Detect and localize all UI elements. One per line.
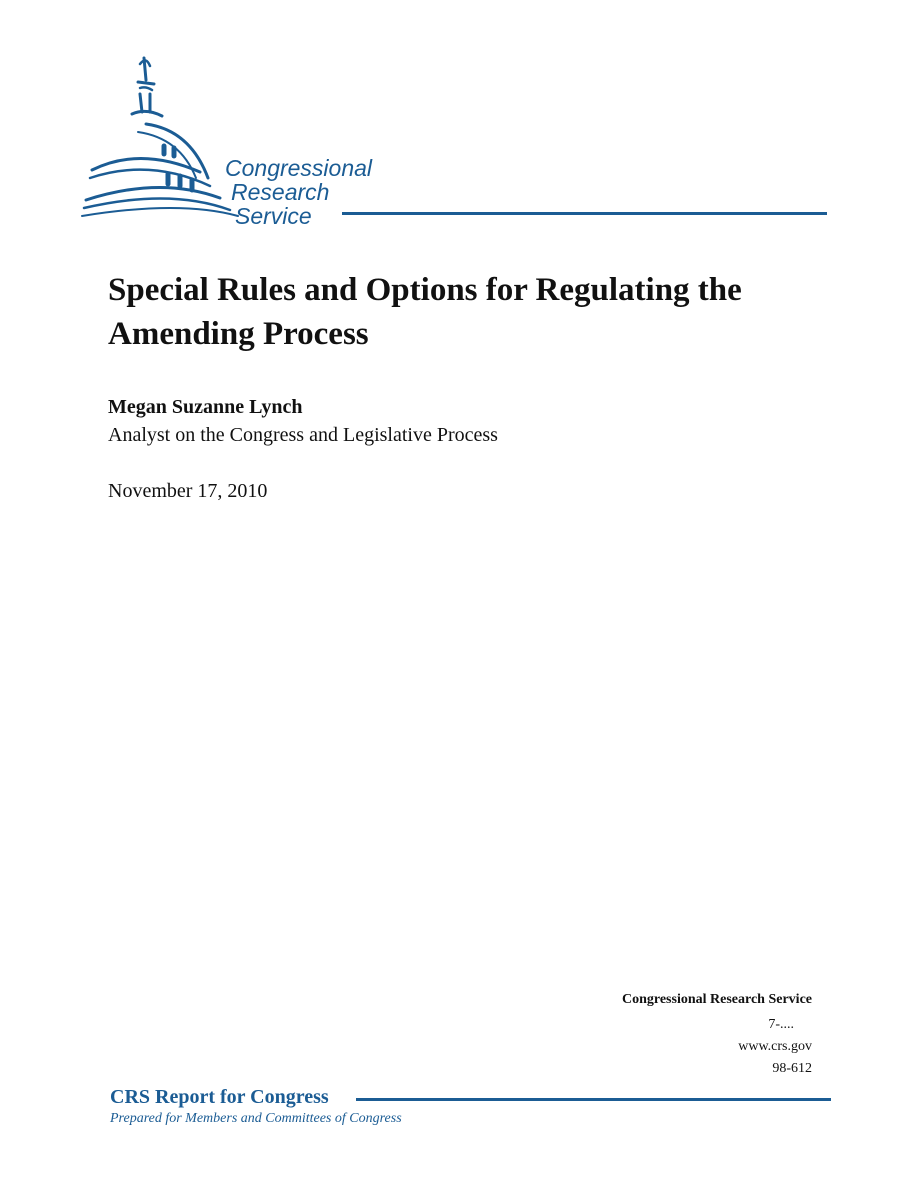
crs-logo <box>80 50 840 230</box>
logo-wordmark <box>225 156 372 228</box>
logo-line-2: Research <box>231 179 330 205</box>
footer-title: CRS Report for Congress <box>110 1086 329 1108</box>
publisher-code: 7-.... <box>768 1017 794 1032</box>
publisher-organization: Congressional Research Service <box>621 992 812 1007</box>
report-title: Special Rules and Options for Regulating the Amending Process <box>108 272 742 352</box>
author-name: Megan Suzanne Lynch <box>108 396 303 418</box>
report-date: November 17, 2010 <box>108 480 268 502</box>
publisher-block <box>622 990 812 1080</box>
report-number: 98-612 <box>772 1061 812 1076</box>
author-role: Analyst on the Congress and Legislative Process <box>108 424 498 446</box>
logo-line-1: Congressional <box>225 155 373 181</box>
footer-subtitle: Prepared for Members and Committees of Congress <box>110 1111 402 1126</box>
footer-rule <box>356 1098 831 1101</box>
logo-line-3: Service <box>235 203 312 229</box>
capitol-dome-icon <box>80 50 240 225</box>
logo-rule <box>342 212 827 215</box>
publisher-website: www.crs.gov <box>738 1039 812 1054</box>
